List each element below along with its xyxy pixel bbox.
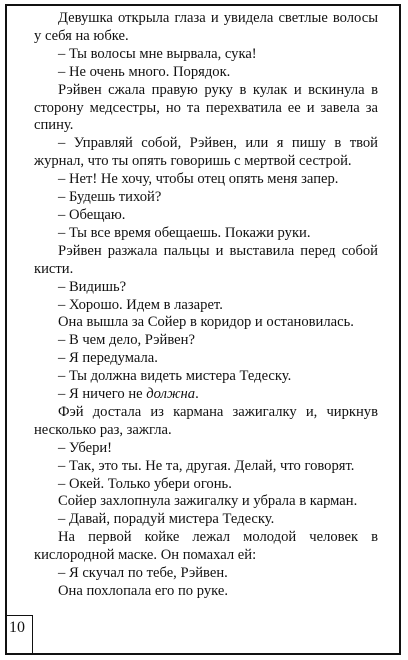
paragraph: – Я скучал по тебе, Рэйвен. [58,565,228,582]
paragraph: Рэйвен сжала правую руку в кулак и вскинула в сторону медсестры, но та перехватила ее и завела за спину. [34,81,378,134]
paragraph [34,386,378,404]
paragraph: – Ты должна видеть мистера Тедеску. [58,368,292,385]
paragraph: – Хорошо. Идем в лазарет. [58,296,223,313]
paragraph: – Управляй собой, Рэйвен, или я пишу в твой журнал, что ты опять говоришь с мертвой сестрой. [34,135,378,170]
paragraph: – Ты волосы мне вырвала, сука! [58,45,257,62]
paragraph: – Я передумала. [58,350,158,367]
page-number: 10 [9,619,25,636]
emphasis: должна [146,386,196,403]
paragraph: – Убери! [58,439,113,456]
paragraph: – Так, это ты. Не та, другая. Делай, что говорят. [58,457,355,474]
body-text [34,10,378,601]
paragraph: – Ты все время обещаешь. Покажи руки. [58,224,311,241]
paragraph: – В чем дело, Рэйвен? [58,332,195,349]
paragraph-text: – Я ничего не [58,386,147,403]
paragraph: – Видишь? [58,278,127,295]
paragraph: Она вышла за Сойер в коридор и остановилась. [58,314,354,331]
paragraph: На первой койке лежал молодой человек в кислородной маске. Он помахал ей: [34,529,378,564]
paragraph: – Давай, порадуй мистера Тедеску. [58,511,275,528]
paragraph: Рэйвен разжала пальцы и выставила перед собой кисти. [34,242,378,277]
paragraph: Сойер захлопнула зажигалку и убрала в карман. [58,493,358,510]
paragraph: – Нет! Не хочу, чтобы отец опять меня запер. [58,171,339,188]
paragraph-text: . [195,386,199,403]
paragraph: – Не очень много. Порядок. [58,63,231,80]
paragraph: Она похлопала его по руке. [58,583,228,599]
paragraph: – Будешь тихой? [58,189,162,206]
paragraph: – Обещаю. [58,206,126,223]
paragraph: Девушка открыла глаза и увидела светлые волосы у себя на юбке. [34,10,378,44]
paragraph: – Окей. Только убери огонь. [58,475,232,492]
paragraph: Фэй достала из кармана зажигалку и, чиркнув несколько раз, зажгла. [34,403,378,438]
